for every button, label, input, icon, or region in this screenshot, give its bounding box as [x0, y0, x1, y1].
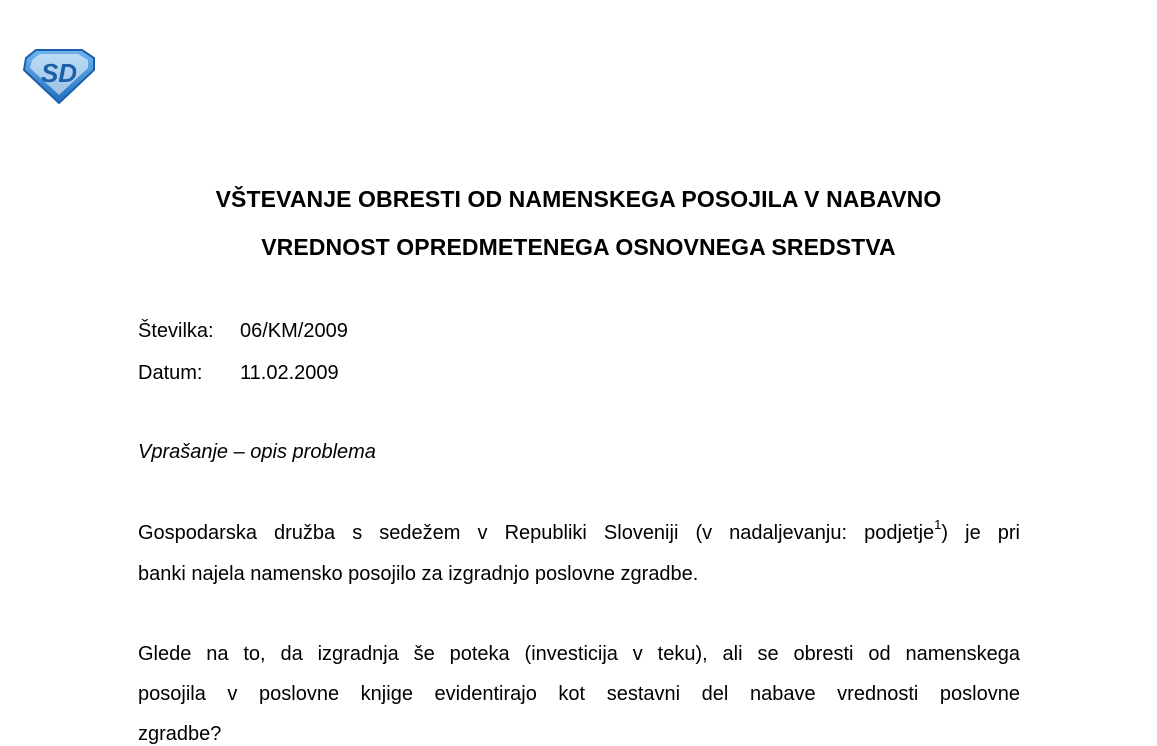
svg-text:SD: SD — [40, 58, 78, 88]
footnote-marker[interactable]: 1 — [934, 517, 942, 533]
document-number-label: Številka: — [138, 320, 214, 342]
document-title-line-2: VREDNOST OPREDMETENEGA OSNOVNEGA SREDSTVA — [261, 234, 896, 260]
document-title-line-1: VŠTEVANJE OBRESTI OD NAMENSKEGA POSOJILA V NABAVNO — [215, 186, 942, 212]
paragraph-1-text-a: Gospodarska družba s sedežem v Republiki Sloveniji (v nadaljevanju: podjetje — [138, 522, 935, 544]
paragraph-2-line-1: Glede na to, da izgradnja še poteka (investicija v teku), ali se obresti od namenskega — [138, 643, 1020, 665]
sd-logo-icon — [22, 48, 96, 104]
paragraph-1-text-b: ) je pri — [941, 522, 1020, 544]
section-heading: Vprašanje – opis problema — [138, 441, 376, 463]
paragraph-1-line-1 — [138, 517, 1020, 545]
document-date-row — [138, 362, 339, 385]
paragraph-1-line-2: banki najela namensko posojilo za izgradnjo poslovne zgradbe. — [138, 563, 699, 585]
paragraph-2-line-3: zgradbe? — [138, 723, 222, 745]
paragraph-2-line-2: posojila v poslovne knjige evidentirajo kot sestavni del nabave vrednosti poslovne — [138, 683, 1020, 705]
document-number-value: 06/KM/2009 — [240, 320, 348, 342]
document-date-value: 11.02.2009 — [240, 362, 339, 384]
document-number-row — [138, 320, 348, 343]
document-date-label: Datum: — [138, 362, 203, 384]
